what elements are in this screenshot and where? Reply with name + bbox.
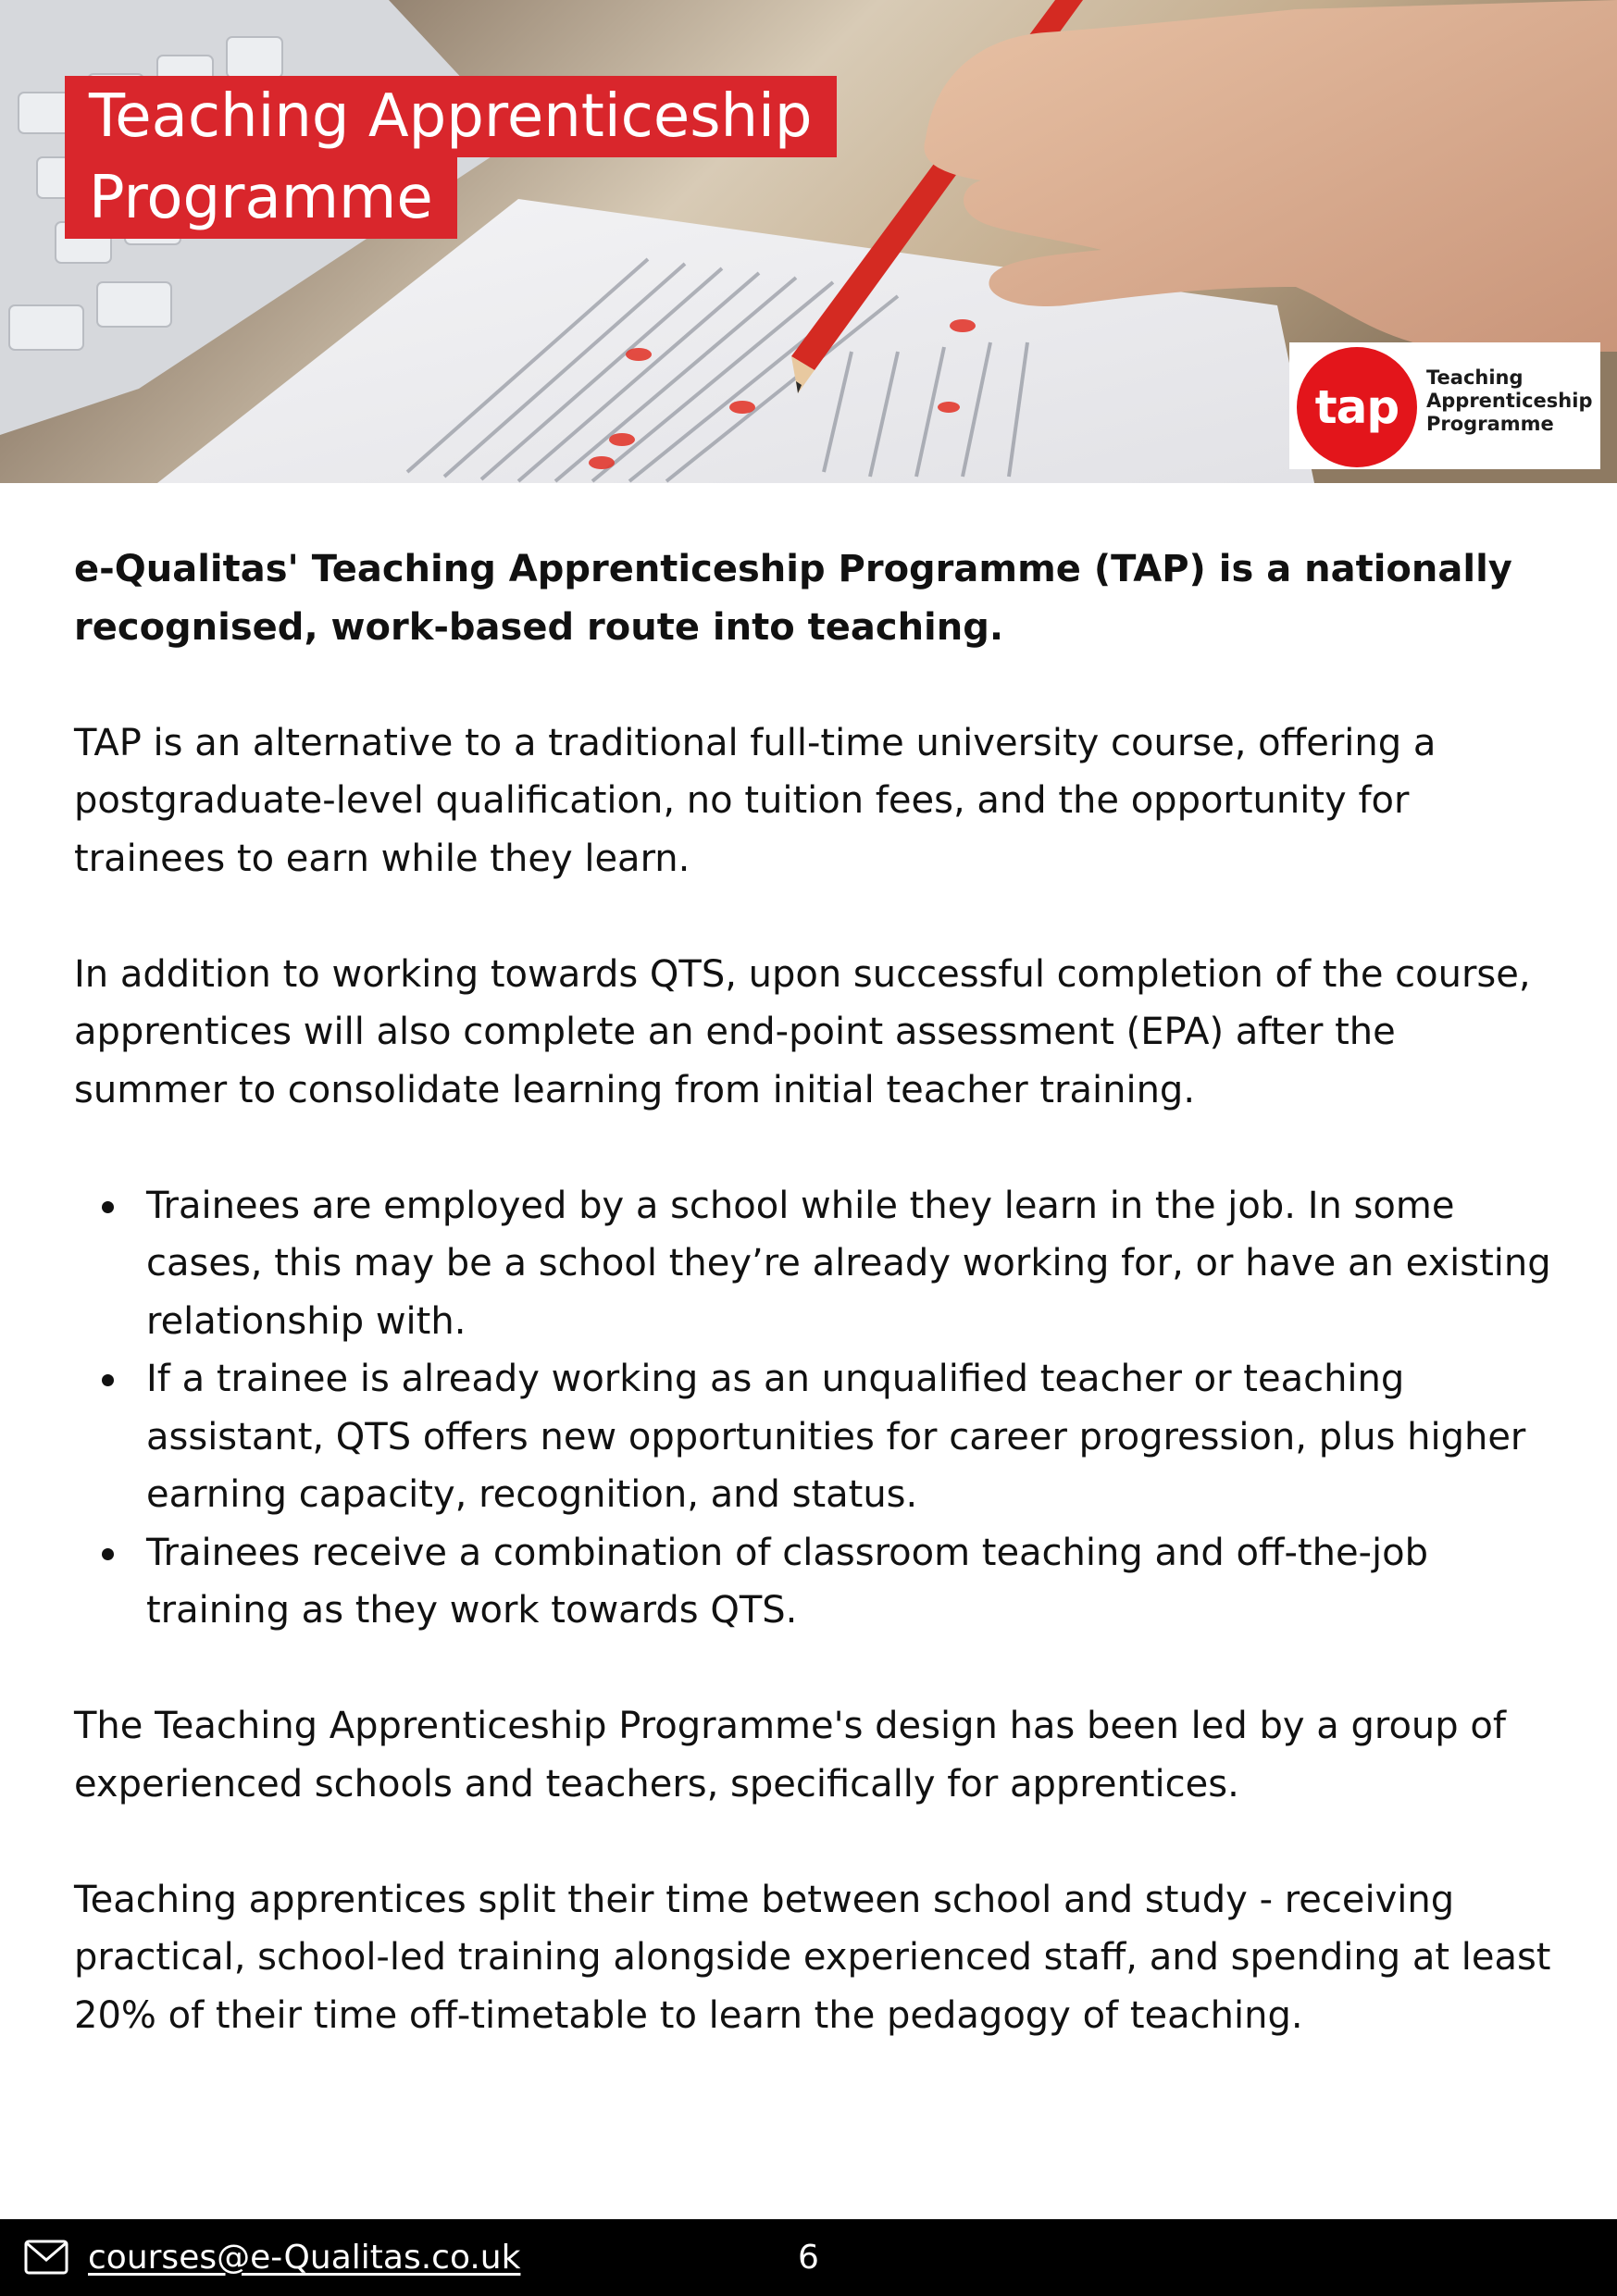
lead-paragraph: e-Qualitas' Teaching Apprenticeship Programme (TAP) is a nationally recognised, work-based route into teaching. — [74, 548, 1512, 649]
tap-logo — [1289, 342, 1600, 469]
hero-banner — [0, 0, 1617, 483]
email-link[interactable]: courses@e-Qualitas.co.uk — [88, 2239, 521, 2277]
tap-logo-word-1: Teaching — [1426, 366, 1524, 389]
page-number: 6 — [798, 2239, 819, 2277]
title-line-2: Programme — [65, 157, 457, 239]
bullet-item-3: Trainees receive a combination of classroom teaching and off-the-job training as they work towards QTS. — [146, 1524, 1555, 1640]
tap-logo-mark: tap — [1297, 347, 1417, 467]
bullet-list — [74, 1177, 1555, 1640]
tap-logo-word-2: Apprenticeship — [1426, 390, 1593, 412]
tap-logo-word-3: Programme — [1426, 413, 1554, 435]
bullet-item-1: Trainees are employed by a school while they learn in the job. In some cases, this may be a school they’re already working for, or have an existing relationship with. — [146, 1177, 1555, 1351]
paragraph-4: Teaching apprentices split their time between school and study - receiving practical, school-led training alongside experienced staff, and spending at least 20% of their time off-timetable to learn the pedagogy of teaching. — [74, 1878, 1551, 2037]
paragraph-3: The Teaching Apprenticeship Programme's design has been led by a group of experienced schools and teachers, specifically for apprentices. — [74, 1705, 1506, 1806]
title-line-1: Teaching Apprenticeship — [65, 76, 837, 157]
footer-bar — [0, 2219, 1617, 2296]
mail-icon — [24, 2240, 68, 2275]
bullet-item-2: If a trainee is already working as an unqualified teacher or teaching assistant, QTS offers new opportunities for career progression, plus higher earning capacity, recognition, and status. — [146, 1350, 1555, 1524]
paragraph-1: TAP is an alternative to a traditional full-time university course, offering a postgraduate-level qualification, no tuition fees, and the opportunity for trainees to earn while they learn. — [74, 721, 1437, 880]
paragraph-2: In addition to working towards QTS, upon successful completion of the course, apprentices will also complete an end-point assessment (EPA) after the summer to consolidate learning from initial teacher training. — [74, 952, 1531, 1111]
title-banner — [65, 0, 837, 239]
tap-logo-words — [1426, 366, 1592, 436]
main-content — [74, 540, 1555, 2103]
